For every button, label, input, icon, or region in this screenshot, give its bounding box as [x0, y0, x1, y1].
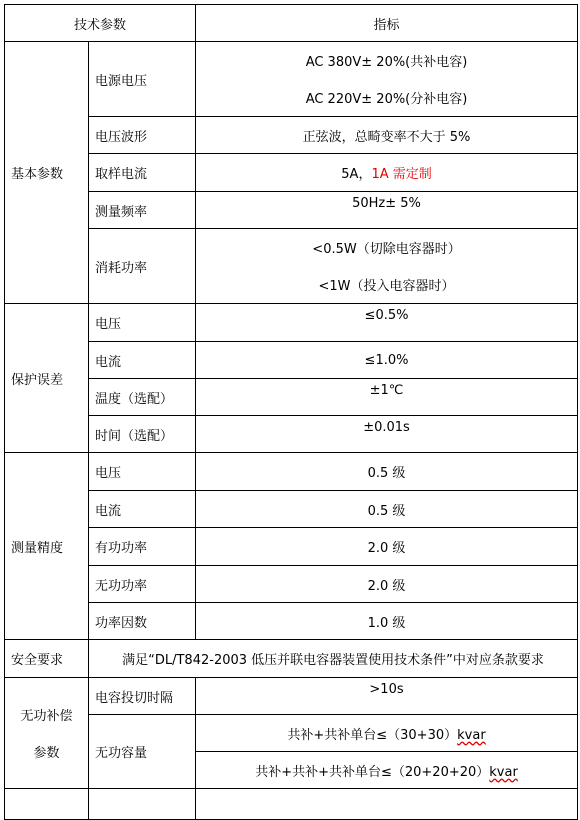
- label-acc-power-factor: 功率因数: [89, 603, 196, 640]
- category-protection: 保护误差: [5, 304, 89, 453]
- supply-voltage-line-2: AC 220V± 20%(分补电容): [305, 92, 468, 107]
- value-acc-reactive-power: 2.0 级: [196, 566, 578, 603]
- label-sample-current: 取样电流: [89, 154, 196, 192]
- label-protect-time: 时间（选配）: [89, 416, 196, 453]
- table-row: [5, 416, 578, 453]
- table-row: [5, 640, 578, 678]
- label-acc-reactive-power: 无功功率: [89, 566, 196, 603]
- value-measure-frequency: 50Hz± 5%: [196, 192, 578, 229]
- header-index: 指标: [196, 5, 578, 42]
- table-row: [5, 192, 578, 229]
- value-acc-power-factor: 1.0 级: [196, 603, 578, 640]
- value-protect-current: ≤1.0%: [196, 342, 578, 379]
- label-switch-interval: 电容投切时隔: [89, 678, 196, 715]
- category-reactive-line-1: 无功补偿: [20, 709, 73, 724]
- label-measure-frequency: 测量频率: [89, 192, 196, 229]
- sample-current-main: 5A，: [341, 167, 372, 182]
- table-row: [5, 566, 578, 603]
- spec-table: [4, 4, 578, 820]
- value-acc-voltage: 0.5 级: [196, 453, 578, 491]
- power-consumption-line-2: <1W（投入电容器时）: [318, 279, 455, 294]
- table-row: [5, 603, 578, 640]
- label-supply-voltage: 电源电压: [89, 42, 196, 117]
- label-acc-active-power: 有功功率: [89, 528, 196, 566]
- value-switch-interval: >10s: [196, 678, 578, 715]
- value-sample-current: [196, 154, 578, 192]
- category-safety: 安全要求: [5, 640, 89, 678]
- supply-voltage-line-1: AC 380V± 20%(共补电容): [305, 55, 468, 70]
- table-row: [5, 379, 578, 416]
- sample-current-note: 1A 需定制: [371, 167, 432, 182]
- header-param: 技术参数: [5, 5, 196, 42]
- capacity-line-1-unit: kvar: [457, 727, 486, 743]
- label-power-consumption: 消耗功率: [89, 229, 196, 304]
- empty-cell: [89, 789, 196, 820]
- capacity-line-2-unit: kvar: [489, 764, 518, 780]
- category-reactive: [5, 678, 89, 789]
- value-protect-time: ±0.01s: [196, 416, 578, 453]
- table-row: [5, 678, 578, 715]
- capacity-line-2-prefix: 共补+共补+共补单台≤（20+20+20）: [255, 764, 490, 780]
- table-row: [5, 154, 578, 192]
- value-protect-temperature: ±1℃: [196, 379, 578, 416]
- table-row: [5, 342, 578, 379]
- label-acc-voltage: 电压: [89, 453, 196, 491]
- empty-cell: [5, 789, 89, 820]
- label-reactive-capacity: 无功容量: [89, 715, 196, 789]
- table-row: [5, 42, 578, 117]
- value-protect-voltage: ≤0.5%: [196, 304, 578, 342]
- category-basic: 基本参数: [5, 42, 89, 304]
- table-row: [5, 453, 578, 491]
- value-voltage-waveform: 正弦波，总畸变率不大于 5%: [196, 117, 578, 154]
- value-capacity-line-2: [196, 752, 578, 789]
- empty-cell: [196, 789, 578, 820]
- table-row: [5, 491, 578, 528]
- value-supply-voltage: [196, 42, 578, 117]
- label-protect-current: 电流: [89, 342, 196, 379]
- power-consumption-line-1: <0.5W（切除电容器时）: [312, 242, 461, 257]
- value-safety: 满足“DL/T842-2003 低压并联电容器装置使用技术条件”中对应条款要求: [89, 640, 578, 678]
- label-protect-voltage: 电压: [89, 304, 196, 342]
- label-voltage-waveform: 电压波形: [89, 117, 196, 154]
- table-row: [5, 304, 578, 342]
- table-row: [5, 117, 578, 154]
- capacity-line-1-prefix: 共补+共补单台≤（30+30）: [287, 727, 458, 743]
- table-row: [5, 715, 578, 752]
- category-accuracy: 测量精度: [5, 453, 89, 640]
- table-row: [5, 528, 578, 566]
- table-row: [5, 229, 578, 304]
- label-acc-current: 电流: [89, 491, 196, 528]
- category-reactive-line-2: 参数: [33, 746, 60, 761]
- label-protect-temperature: 温度（选配）: [89, 379, 196, 416]
- header-row: [5, 5, 578, 42]
- value-acc-current: 0.5 级: [196, 491, 578, 528]
- table-row-empty: [5, 789, 578, 820]
- value-capacity-line-1: [196, 715, 578, 752]
- value-power-consumption: [196, 229, 578, 304]
- value-acc-active-power: 2.0 级: [196, 528, 578, 566]
